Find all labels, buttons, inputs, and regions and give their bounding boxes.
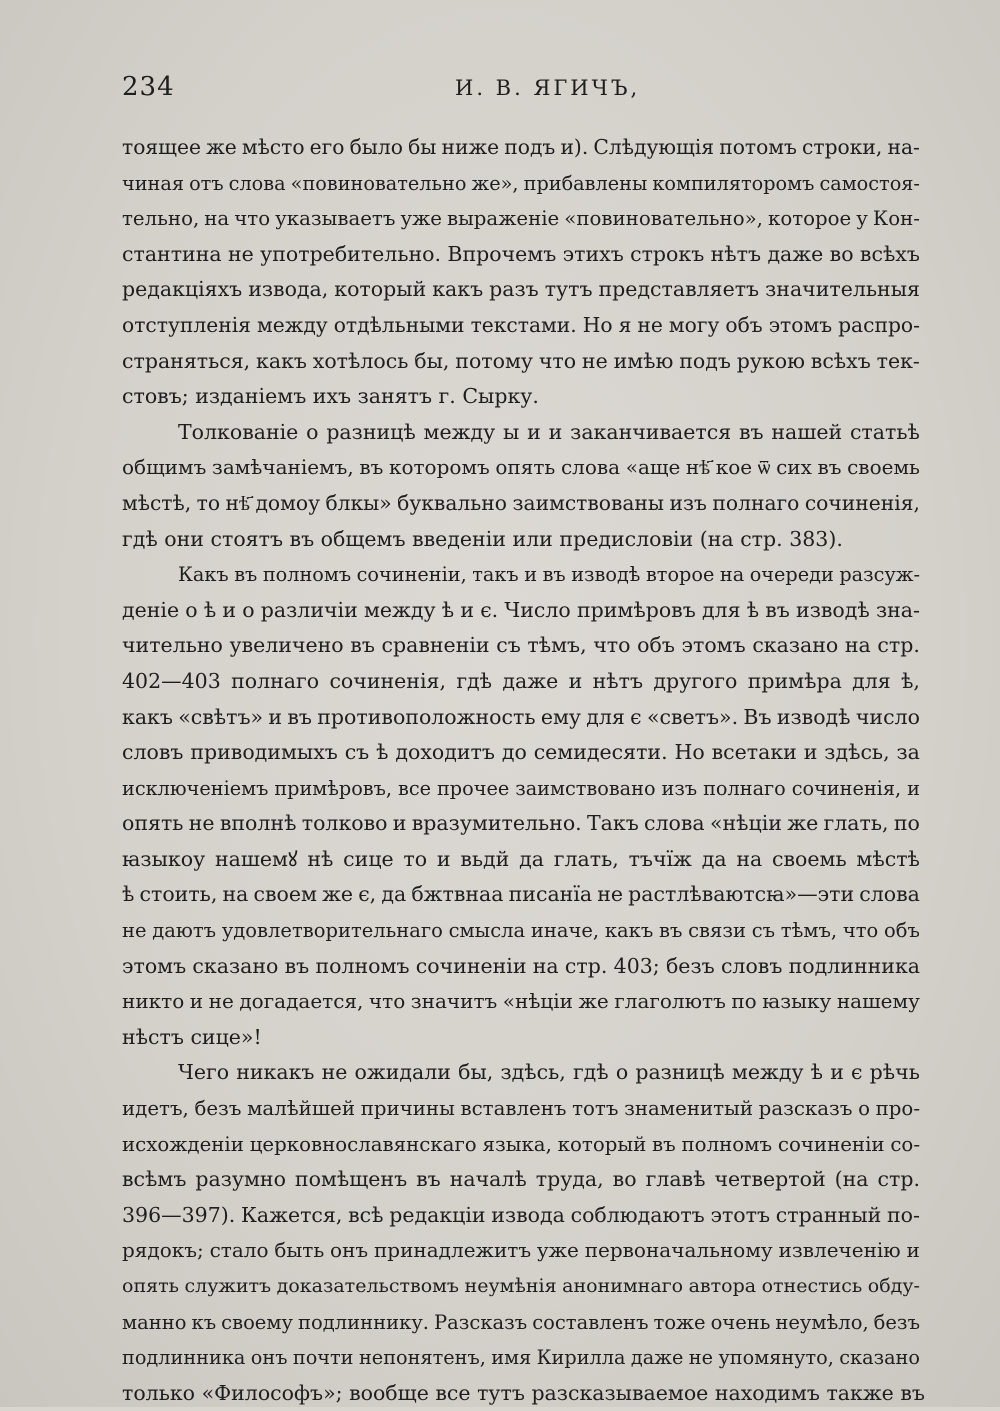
text-line: тоящее же мѣсто его было бы ниже подъ и). Слѣдующія потомъ строки, на- bbox=[122, 135, 920, 159]
text-line: манно къ своему подлиннику. Разсказъ составленъ тоже очень неумѣло, безъ bbox=[122, 1310, 920, 1334]
text-line: исключеніемъ примѣровъ, все прочее заимствовано изъ полнаго сочиненія, и bbox=[122, 776, 920, 800]
text-line: исхожденіи церковнославянскаго языка, который въ полномъ сочиненіи со- bbox=[122, 1132, 920, 1156]
text-line: никто и не догадается, что значитъ «нѣціи же глаголютъ по ꙗзыку нашему bbox=[122, 989, 920, 1014]
text-line: ѣ стоить, на своем же є, да бжтвнаа писанїа не растлѣваютсꙗ»—эти слова bbox=[122, 882, 920, 907]
text-line: словъ приводимыхъ съ ѣ доходитъ до семидесяти. Но всетаки и здѣсь, за bbox=[122, 740, 920, 765]
text-line: ꙗзыкоу нашемꙋ нѣ сице то и вьдй да глать, тъчїж да на своемь мѣстѣ bbox=[122, 846, 920, 871]
text-line: Какъ въ полномъ сочиненіи, такъ и въ изводѣ второе на очереди разсуж- bbox=[178, 563, 920, 587]
text-line: стовъ; изданіемъ ихъ занятъ г. Сырку. bbox=[122, 384, 539, 409]
text-line: чительно увеличено въ сравненіи съ тѣмъ, что объ этомъ сказано на стр. bbox=[122, 633, 920, 658]
text-line: этомъ сказано въ полномъ сочиненіи на стр. 403; безъ словъ подлинника bbox=[122, 953, 920, 978]
text-line: страняться, какъ хотѣлось бы, потому что не имѣю подъ рукою всѣхъ тек- bbox=[122, 348, 920, 373]
text-line: мѣстѣ, то нѣ҃ домоу блкы» буквально заимствованы изъ полнаго сочиненія, bbox=[122, 490, 920, 515]
text-line: нѣстъ сице»! bbox=[122, 1024, 262, 1049]
text-line: Толкованіе о разницѣ между ы и и заканчивается въ нашей статьѣ bbox=[178, 419, 920, 444]
text-line: идетъ, безъ малѣйшей причины вставленъ тотъ знаменитый разсказъ о про- bbox=[122, 1097, 920, 1121]
text-line: стантина не употребительно. Впрочемъ этихъ строкъ нѣтъ даже во всѣхъ bbox=[122, 241, 920, 266]
text-line: тельно, на что указываетъ уже выраженіе «повиновательно», которое у Кон- bbox=[122, 207, 920, 231]
text-line: деніе о ѣ и о различіи между ѣ и є. Число примѣровъ для ѣ въ изводѣ зна- bbox=[122, 597, 920, 622]
running-head: И. В. ЯГИЧЪ, bbox=[455, 76, 641, 100]
text-line: какъ «свѣтъ» и въ противоположность ему для є «светъ». Въ изводѣ число bbox=[122, 704, 920, 729]
text-line: редакціяхъ извода, который какъ разъ тутъ представляетъ значительныя bbox=[122, 277, 920, 302]
body-text bbox=[122, 130, 925, 1411]
text-line: 396—397). Кажется, всѣ редакціи извода соблюдаютъ этотъ странный по- bbox=[122, 1202, 920, 1227]
text-line: 402—403 полнаго сочиненія, гдѣ даже и нѣтъ другого примѣра для ѣ, bbox=[122, 668, 920, 693]
text-line: опять служитъ доказательствомъ неумѣнія анонимнаго автора отнестись обду- bbox=[122, 1275, 920, 1297]
text-line: не даютъ удовлетворительнаго смысла иначе, какъ въ связи съ тѣмъ, что объ bbox=[122, 919, 920, 943]
text-line: отступленія между отдѣльными текстами. Но я не могу объ этомъ распро- bbox=[122, 312, 920, 337]
text-line: только «Философъ»; вообще все тутъ разсказываемое находимъ также въ bbox=[122, 1380, 925, 1405]
text-line: опять не вполнѣ толково и вразумительно. Такъ слова «нѣціи же глать, по bbox=[122, 811, 920, 836]
text-line: Чего никакъ не ожидали бы, здѣсь, гдѣ о разницѣ между ѣ и є рѣчь bbox=[178, 1060, 920, 1085]
text-line: общимъ замѣчаніемъ, въ которомъ опять слова «аще нѣ҃ кое ѿ сих въ своемь bbox=[122, 455, 920, 480]
text-line: рядокъ; стало быть онъ принадлежитъ уже первоначальному извлеченію и bbox=[122, 1238, 920, 1263]
text-line: подлинника онъ почти непонятенъ, имя Кирилла даже не упомянуто, сказано bbox=[122, 1346, 920, 1370]
text-line: всѣмъ разумно помѣщенъ въ началѣ труда, во главѣ четвертой (на стр. bbox=[122, 1167, 920, 1192]
text-line: гдѣ они стоятъ въ общемъ введеніи или предисловіи (на стр. 383). bbox=[122, 526, 843, 551]
text-line: чиная отъ слова «повиновательно же», прибавлены компиляторомъ самостоя- bbox=[122, 171, 920, 195]
page-header bbox=[0, 72, 1000, 112]
page-number: 234 bbox=[122, 72, 175, 102]
